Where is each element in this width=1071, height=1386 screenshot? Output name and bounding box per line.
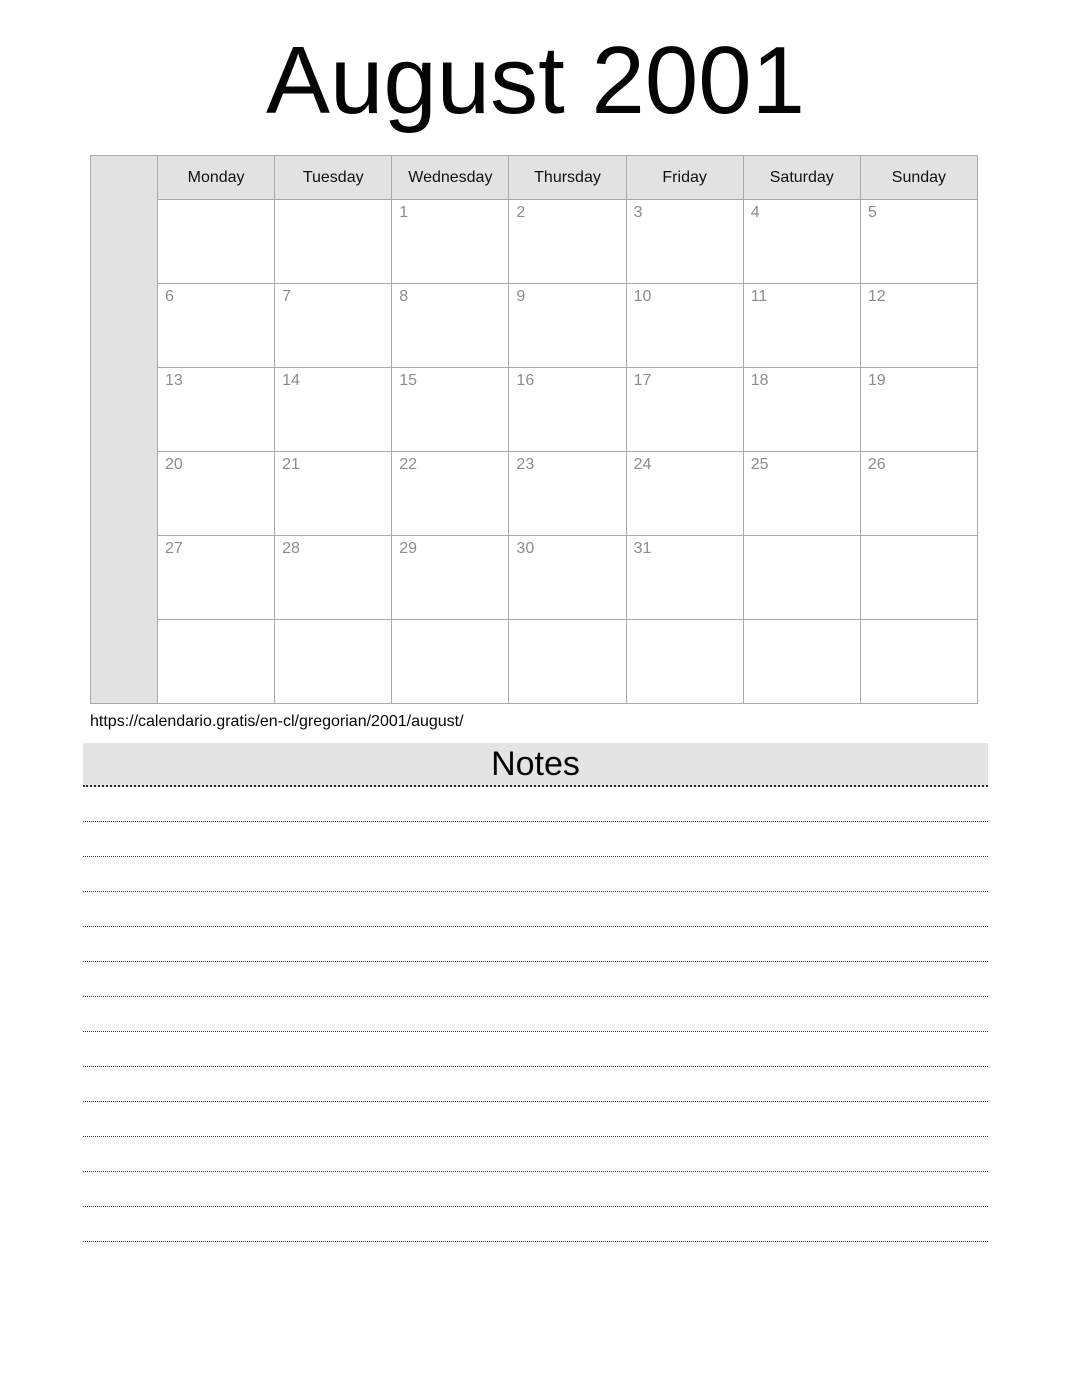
- page-title: August 2001: [265, 27, 806, 134]
- calendar-day-cell: [275, 200, 392, 284]
- day-header-friday: Friday: [626, 156, 743, 200]
- calendar-day-cell: 20: [158, 452, 275, 536]
- notes-lines: [83, 787, 988, 1242]
- day-header-thursday: Thursday: [509, 156, 626, 200]
- day-header-saturday: Saturday: [743, 156, 860, 200]
- calendar-day-cell: [860, 536, 977, 620]
- calendar-week-row: [91, 368, 978, 452]
- calendar-day-cell: 27: [158, 536, 275, 620]
- calendar-day-cell: 2: [509, 200, 626, 284]
- note-line: [83, 892, 988, 927]
- calendar-day-cell: [509, 620, 626, 704]
- calendar-day-cell: [743, 536, 860, 620]
- note-line: [83, 1172, 988, 1207]
- calendar-day-cell: [158, 200, 275, 284]
- note-line: [83, 1207, 988, 1242]
- source-url: https://calendario.gratis/en-cl/gregorian/2001/august/: [90, 713, 464, 730]
- calendar-day-cell: [860, 620, 977, 704]
- calendar-table: [90, 155, 978, 704]
- calendar-week-row: [91, 536, 978, 620]
- day-header-wednesday: Wednesday: [392, 156, 509, 200]
- calendar-day-cell: 18: [743, 368, 860, 452]
- calendar-day-cell: 23: [509, 452, 626, 536]
- notes-header: [83, 743, 988, 787]
- calendar-day-cell: [626, 620, 743, 704]
- calendar-day-cell: 31: [626, 536, 743, 620]
- calendar-day-cell: 4: [743, 200, 860, 284]
- calendar-week-row: [91, 452, 978, 536]
- calendar-day-cell: 15: [392, 368, 509, 452]
- calendar-week-row: [91, 284, 978, 368]
- calendar-day-cell: 14: [275, 368, 392, 452]
- calendar-day-cell: 19: [860, 368, 977, 452]
- calendar-day-cell: [743, 620, 860, 704]
- calendar-day-cell: 13: [158, 368, 275, 452]
- note-line: [83, 927, 988, 962]
- note-line: [83, 1032, 988, 1067]
- calendar-day-cell: 3: [626, 200, 743, 284]
- notes-title: Notes: [491, 745, 580, 783]
- calendar-day-cell: 17: [626, 368, 743, 452]
- calendar-day-cell: 24: [626, 452, 743, 536]
- note-line: [83, 1137, 988, 1172]
- calendar-day-cell: 29: [392, 536, 509, 620]
- calendar-week-row: [91, 620, 978, 704]
- calendar-day-cell: 9: [509, 284, 626, 368]
- day-header-tuesday: Tuesday: [275, 156, 392, 200]
- day-header-sunday: Sunday: [860, 156, 977, 200]
- calendar-week-row: [91, 200, 978, 284]
- calendar-day-cell: 22: [392, 452, 509, 536]
- day-header-monday: Monday: [158, 156, 275, 200]
- calendar-header-row: [91, 156, 978, 200]
- note-line: [83, 997, 988, 1032]
- calendar-day-cell: 12: [860, 284, 977, 368]
- note-line: [83, 857, 988, 892]
- calendar-day-cell: 30: [509, 536, 626, 620]
- calendar-day-cell: 6: [158, 284, 275, 368]
- calendar-gutter-column: [91, 156, 158, 704]
- calendar-day-cell: [275, 620, 392, 704]
- note-line: [83, 787, 988, 822]
- calendar-day-cell: [158, 620, 275, 704]
- calendar-day-cell: 1: [392, 200, 509, 284]
- note-line: [83, 962, 988, 997]
- note-line: [83, 1102, 988, 1137]
- calendar-day-cell: [392, 620, 509, 704]
- calendar-day-cell: 28: [275, 536, 392, 620]
- calendar-day-cell: 8: [392, 284, 509, 368]
- calendar-day-cell: 25: [743, 452, 860, 536]
- calendar-day-cell: 26: [860, 452, 977, 536]
- calendar-day-cell: 5: [860, 200, 977, 284]
- calendar-day-cell: 21: [275, 452, 392, 536]
- note-line: [83, 1067, 988, 1102]
- note-line: [83, 822, 988, 857]
- calendar-day-cell: 16: [509, 368, 626, 452]
- calendar-day-cell: 10: [626, 284, 743, 368]
- calendar-day-cell: 11: [743, 284, 860, 368]
- calendar-day-cell: 7: [275, 284, 392, 368]
